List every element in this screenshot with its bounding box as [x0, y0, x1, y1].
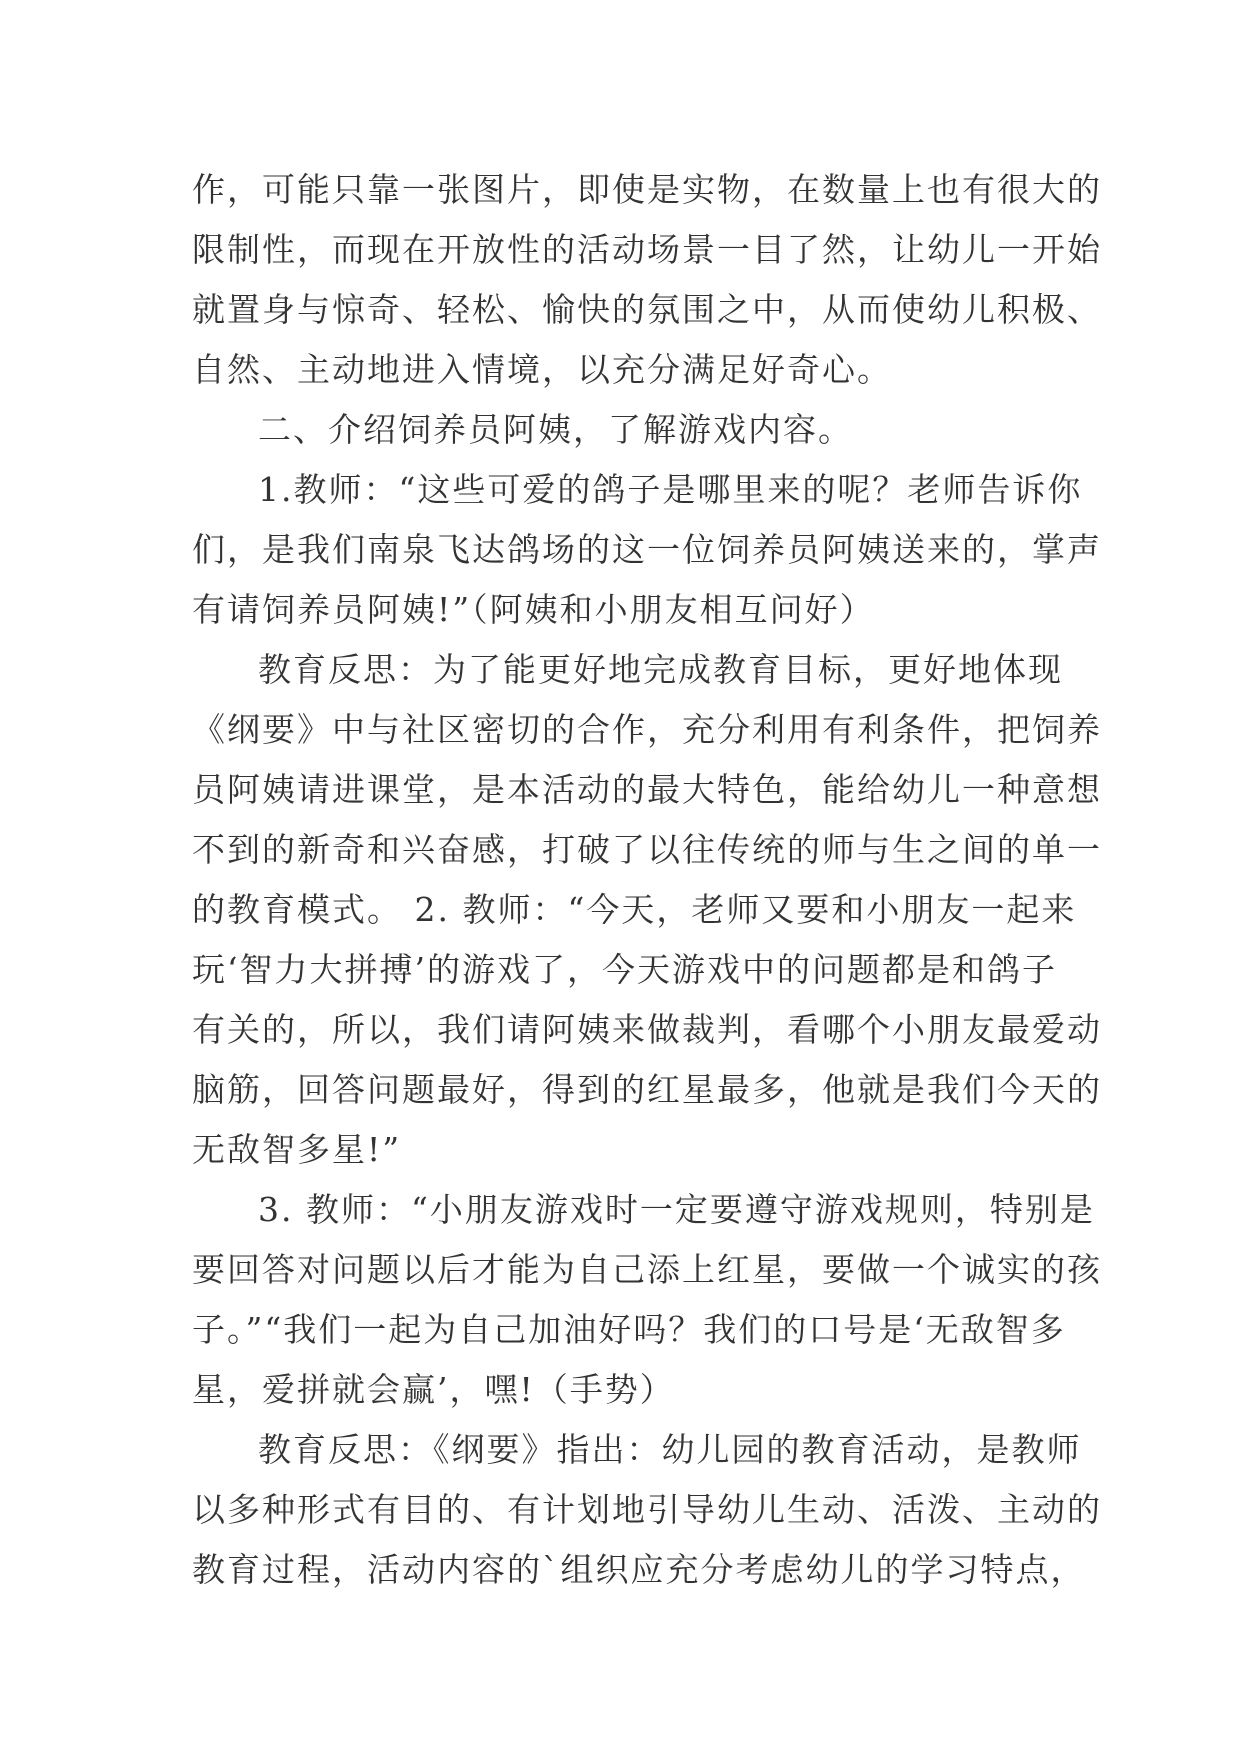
text-line: 教育反思：为了能更好地完成教育目标，更好地体现 [258, 650, 1063, 689]
text-line: 1.教师：“这些可爱的鸽子是哪里来的呢？老师告诉你 [258, 470, 1083, 509]
text-line: 们，是我们南泉飞达鸽场的这一位饲养员阿姨送来的，掌声 [192, 530, 1102, 569]
text-line: 有关的，所以，我们请阿姨来做裁判，看哪个小朋友最爱动 [192, 1010, 1102, 1049]
text-line: 子。”“我们一起为自己加油好吗？我们的口号是‘无敌智多 [192, 1310, 1066, 1349]
text-line: 员阿姨请进课堂，是本活动的最大特色，能给幼儿一种意想 [192, 770, 1102, 809]
text-line: 限制性，而现在开放性的活动场景一目了然，让幼儿一开始 [192, 230, 1102, 269]
text-line: 不到的新奇和兴奋感，打破了以往传统的师与生之间的单一 [192, 830, 1102, 869]
text-line: 作，可能只靠一张图片，即使是实物，在数量上也有很大的 [192, 170, 1102, 209]
text-line: 教育过程，活动内容的`组织应充分考虑幼儿的学习特点， [192, 1550, 1086, 1589]
text-line: 就置身与惊奇、轻松、愉快的氛围之中，从而使幼儿积极、 [192, 290, 1102, 329]
text-line: 以多种形式有目的、有计划地引导幼儿生动、活泼、主动的 [192, 1490, 1102, 1529]
section-heading: 二、介绍饲养员阿姨，了解游戏内容。 [258, 410, 853, 449]
text-line: 玩‘智力大拼搏’的游戏了，今天游戏中的问题都是和鸽子 [192, 950, 1057, 989]
text-line: 的教育模式。 2. 教师：“今天，老师又要和小朋友一起来 [192, 890, 1077, 929]
text-line: 无敌智多星!” [192, 1130, 402, 1169]
text-line: 教育反思：《纲要》指出：幼儿园的教育活动，是教师 [258, 1430, 1082, 1469]
text-line: 要回答对问题以后才能为自己添上红星，要做一个诚实的孩 [192, 1250, 1102, 1289]
text-line: 星，爱拼就会赢’，嘿!（手势） [192, 1370, 675, 1409]
text-line: 有请饲养员阿姨!”（阿姨和小朋友相互问好） [192, 590, 875, 629]
text-line: 脑筋，回答问题最好，得到的红星最多，他就是我们今天的 [192, 1070, 1102, 1109]
body-text [192, 160, 1102, 1600]
text-line: 《纲要》中与社区密切的合作，充分利用有利条件，把饲养 [192, 710, 1102, 749]
text-line: 自然、主动地进入情境，以充分满足好奇心。 [192, 350, 892, 389]
text-line: 3. 教师：“小朋友游戏时一定要遵守游戏规则，特别是 [258, 1190, 1095, 1229]
